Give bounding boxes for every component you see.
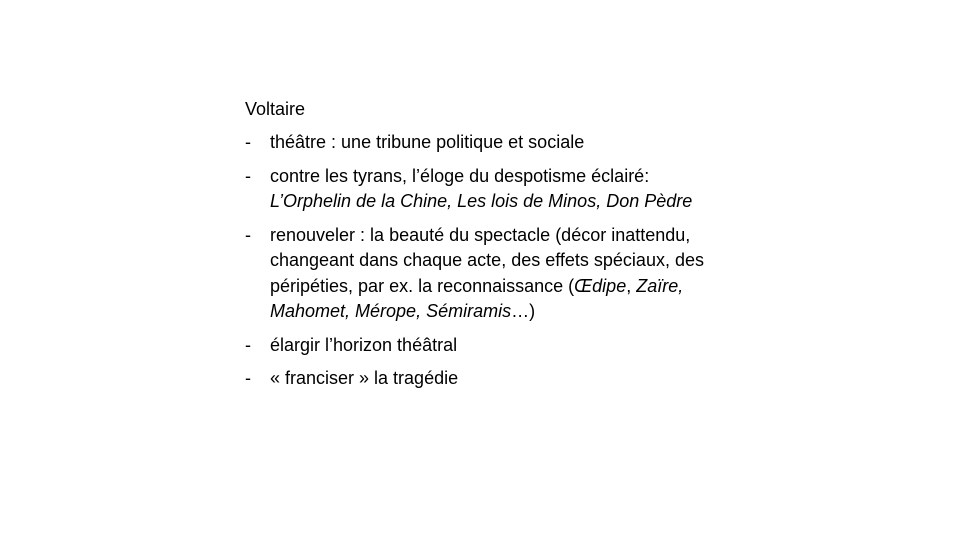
italic-titles: Zaïre, Mahomet, Mérope, Sémiramis <box>270 275 684 321</box>
text-segment: élargir l’horizon théâtral <box>270 334 458 355</box>
text-segment: renouveler : la beauté du spectacle (décor inattendu, changeant dans chaque acte, des effets spéciaux, des péripéties, par ex. la reconnaissance ( <box>270 224 704 296</box>
text-segment: théâtre : une tribune politique et sociale <box>270 132 585 152</box>
list-item <box>245 164 715 215</box>
text-segment: …) <box>511 301 536 321</box>
text-segment: , <box>626 275 637 296</box>
bullet-dash: - <box>245 165 251 186</box>
slide-title: Voltaire <box>245 99 306 119</box>
list-item <box>245 223 715 325</box>
bullet-dash: - <box>245 334 251 355</box>
list-item <box>245 130 715 156</box>
item-text <box>270 166 692 212</box>
list-item <box>245 366 715 392</box>
italic-titles: L’Orphelin de la Chine, Les lois de Minos, Don Pèdre <box>270 191 693 211</box>
bullet-dash: - <box>245 368 251 388</box>
bullet-dash: - <box>245 132 251 152</box>
item-text <box>270 132 584 152</box>
text-segment: contre les tyrans, l’éloge du despotisme éclairé: <box>270 165 650 186</box>
item-text <box>270 335 457 355</box>
text-segment: « franciser » la tragédie <box>270 368 459 388</box>
bullet-list <box>245 130 715 392</box>
item-text <box>270 225 704 322</box>
list-item <box>245 333 715 359</box>
item-text <box>270 368 458 388</box>
bullet-dash: - <box>245 224 251 245</box>
slide-content <box>245 97 715 400</box>
italic-title: Œdipe <box>574 275 627 296</box>
